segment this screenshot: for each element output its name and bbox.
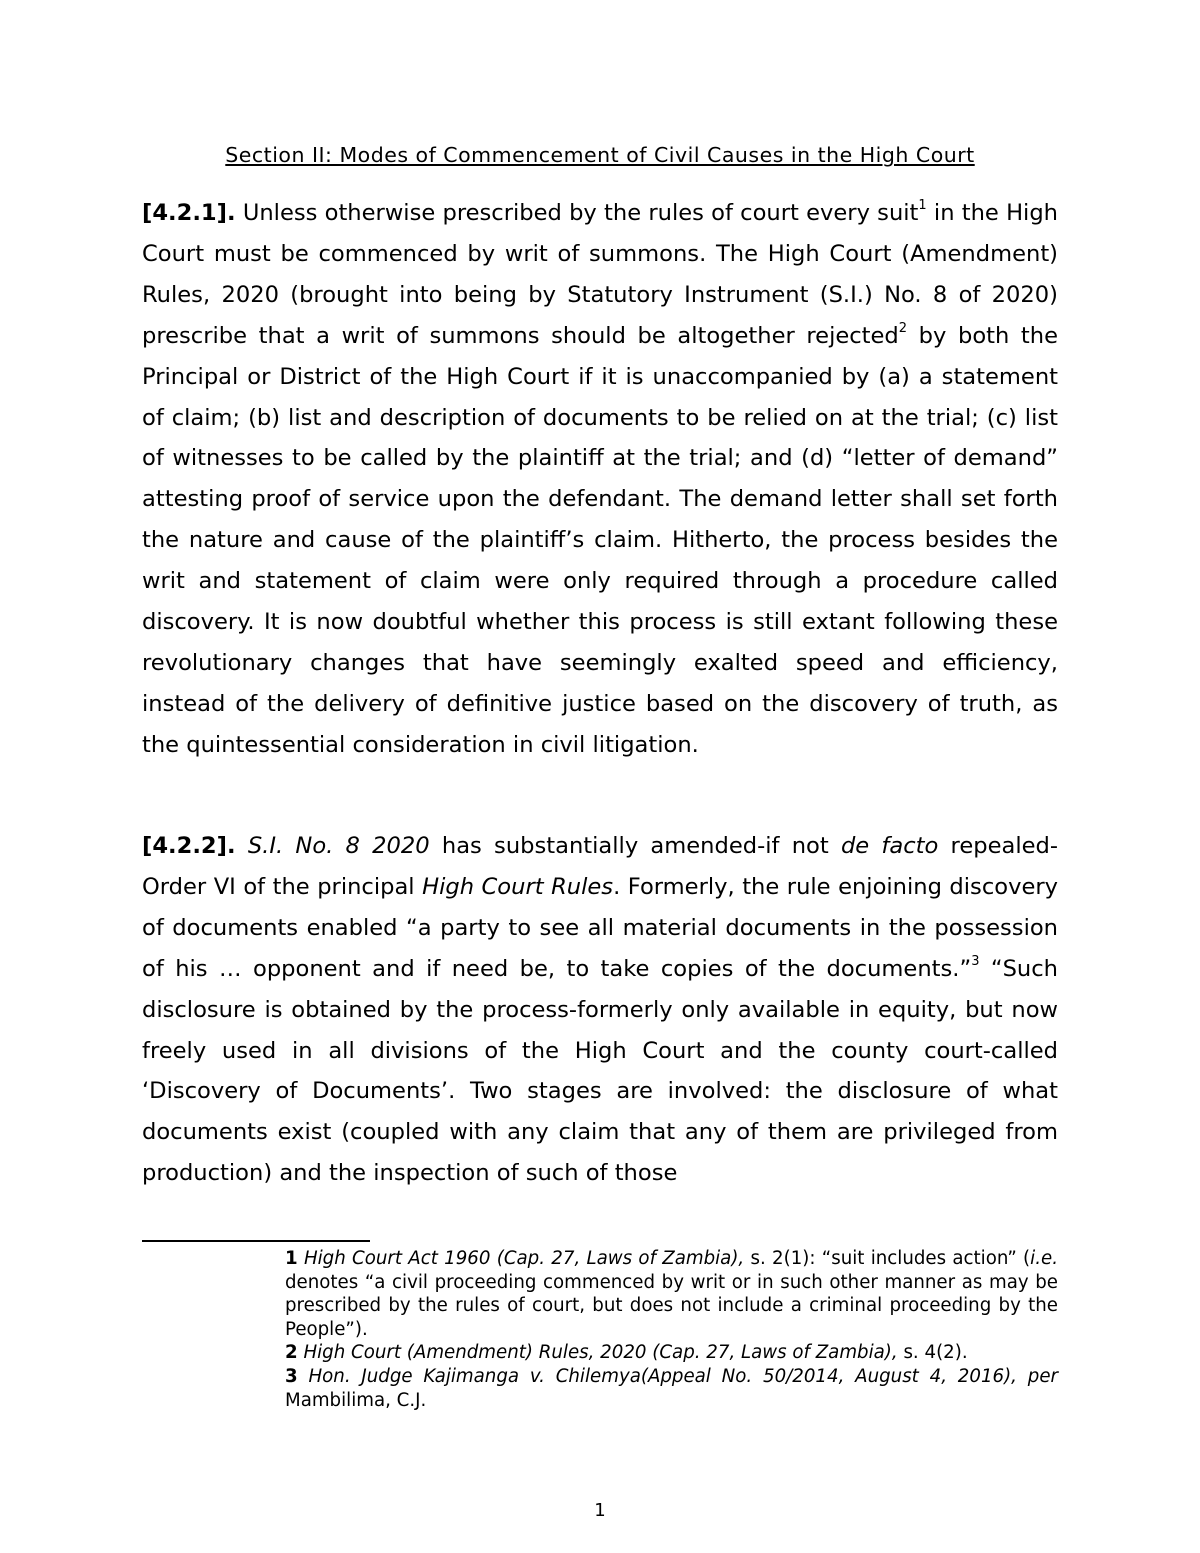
- footnote-ref-2[interactable]: 2: [898, 321, 908, 337]
- italic-term: de facto: [840, 833, 939, 859]
- footnote-italic: i.e.: [1030, 1248, 1058, 1269]
- footnote-2: [285, 1341, 1058, 1365]
- paragraph-4-2-2: [142, 826, 1058, 1194]
- footnote-ref-1[interactable]: 1: [918, 198, 927, 214]
- footnote-citation: Hon. Judge Kajimanga v. Chilemya(Appeal No. 50/2014, August 4, 2016), per: [308, 1366, 1058, 1387]
- italic-citation: S.I. No. 8 2020: [247, 833, 430, 859]
- footnote-text: s. 4(2).: [897, 1342, 968, 1363]
- footnote-number: 2: [285, 1342, 298, 1363]
- paragraph-text: Unless otherwise prescribed by the rules of court every suit: [235, 200, 919, 226]
- section-title: Section II: Modes of Commencement of Civil Causes in the High Court: [225, 143, 975, 167]
- paragraph-4-2-1: [142, 193, 1058, 766]
- footnote-citation: High Court Act 1960 (Cap. 27, Laws of Zambia),: [303, 1248, 745, 1269]
- paragraph-text: has substantially amended-if not: [429, 833, 841, 859]
- page-number: 1: [594, 1500, 606, 1521]
- paragraph-number: [4.2.2].: [142, 833, 236, 859]
- paragraph-text: . Formerly, the rule enjoining discovery of documents enabled “a party to see all material documents in the possession of his … opponent and if need be, to take copies of the documents.”: [142, 873, 1058, 982]
- footnote-3: [285, 1365, 1058, 1412]
- footnote-text: s. 2(1): “suit includes action” (: [744, 1248, 1031, 1269]
- footnote-ref-3[interactable]: 3: [971, 954, 980, 970]
- paragraph-number: [4.2.1].: [142, 200, 236, 226]
- paragraph-text: repealed-Order VI of the principal: [142, 833, 1059, 900]
- paragraph-text: in the High Court must be commenced by writ of summons. The High Court (Amendment) Rules, 2020 (brought into being by Statutory Instrument (S.I.) No. 8 of 2020) prescribe that a writ of summons should be altogether rejected: [142, 200, 1058, 349]
- italic-citation: High Court Rules: [422, 873, 614, 900]
- footnote-number: 3: [285, 1366, 298, 1387]
- paragraph-text: by both the Principal or District of the High Court if it is unaccompanied by (a) a statement of claim; (b) list and description of documents to be relied on at the trial; (c) list of witnesses to be called by the plaintiff at the trial; and (d) “letter of demand” attesting proof of service upon the defendant. The demand letter shall set forth the nature and cause of the plaintiff’s claim. Hitherto, the process besides the writ and statement of claim were only required through a procedure called discovery. It is now doubtful whether this process is still extant following these revolutionary changes that have seemingly exalted speed and efficiency, instead of the delivery of definitive justice based on the discovery of truth, as the quintessential consideration in civil litigation.: [142, 322, 1058, 758]
- paragraph-text: “Such disclosure is obtained by the process-formerly only available in equity, but now freely used in all divisions of the High Court and the county court-called ‘Discovery of Documents’. Two stages are involved: the disclosure of what documents exist (coupled with any claim that any of them are privileged from production) and the inspection of such of those: [142, 955, 1058, 1187]
- footnote-number: 1: [285, 1248, 298, 1269]
- footnote-text: denotes “a civil proceeding commenced by writ or in such other manner as may be prescribed by the rules of court, but does not include a criminal proceeding by the People”).: [285, 1271, 1058, 1341]
- footnote-separator: [142, 1240, 370, 1242]
- footnote-text: Mambilima, C.J.: [285, 1389, 427, 1411]
- footnote-citation: High Court (Amendment) Rules, 2020 (Cap. 27, Laws of Zambia),: [303, 1342, 898, 1363]
- footnote-1: [285, 1247, 1058, 1342]
